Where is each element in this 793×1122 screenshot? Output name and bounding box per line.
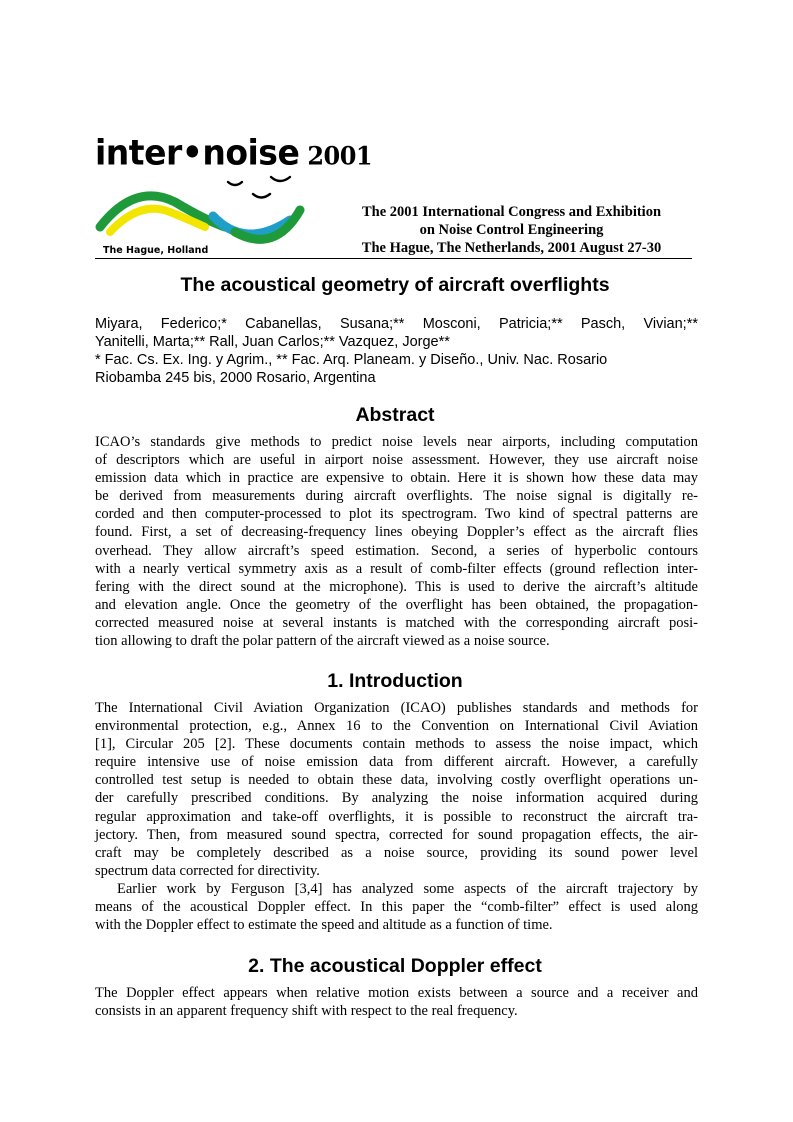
conference-logo — [95, 130, 373, 260]
introduction-line: [1], Circular 205 [2]. These documents contain methods to assess the noise impact, which — [95, 736, 698, 753]
introduction-line: craft may be completely described as a noise source, providing its sound power level — [95, 844, 698, 861]
congress-line: on Noise Control Engineering — [419, 222, 604, 238]
abstract-line: found. First, a set of decreasing-frequency lines obeying Doppler’s effect as the aircraft flies — [95, 524, 698, 541]
abstract-body — [95, 433, 698, 650]
doppler-heading: 2. The acoustical Doppler effect — [248, 955, 542, 977]
abstract-line: tion allowing to draft the polar pattern of the aircraft viewed as a noise source. — [95, 633, 550, 650]
abstract-line: and elevation angle. Once the geometry of the overflight has been obtained, the propagation- — [95, 596, 698, 613]
introduction-line: means of the acoustical Doppler effect. In this paper the “comb-filter” effect is used along — [95, 899, 698, 916]
authors-line: Miyara, Federico;* Cabanellas, Susana;** Mosconi, Patricia;** Pasch, Vivian;** — [95, 316, 698, 332]
introduction-line: controlled test setup is needed to obtain these data, involving costly overflight operations un- — [95, 772, 698, 789]
abstract-line: corded and then computer-processed to plot its spectrogram. Two kind of spectral patterns are — [95, 506, 698, 523]
doppler-body — [95, 984, 698, 1020]
logo-wave-art-icon — [95, 172, 335, 252]
header-divider — [95, 258, 692, 259]
logo-green-arc-right — [235, 210, 300, 239]
logo-smile-left — [228, 182, 242, 185]
logo-title-text: inter•noise — [95, 132, 300, 173]
abstract-line: be derived from measurements during aircraft overflights. The noise signal is digitally re- — [95, 488, 698, 505]
logo-year: 2001 — [307, 140, 373, 171]
introduction-line: regular approximation and take-off overflights, it is possible to reconstruct the aircraft tra- — [95, 808, 698, 825]
introduction-line: jectory. Then, from measured sound spectra, corrected for sound propagation effects, the air- — [95, 826, 698, 843]
authors-line: Yanitelli, Marta;** Rall, Juan Carlos;** Vazquez, Jorge** — [95, 334, 450, 350]
congress-line: The 2001 International Congress and Exhibition — [361, 204, 662, 220]
abstract-line: of descriptors which are useful in airport noise assessment. However, they use aircraft noise — [95, 452, 698, 469]
address-line: Riobamba 245 bis, 2000 Rosario, Argentina — [95, 370, 376, 386]
introduction-body — [95, 699, 698, 934]
authors-block — [95, 315, 698, 387]
logo-caption: The Hague, Holland — [103, 245, 209, 256]
introduction-line: spectrum data corrected for directivity. — [95, 862, 320, 879]
introduction-heading: 1. Introduction — [327, 670, 463, 692]
congress-line: The Hague, The Netherlands, 2001 August 27-30 — [361, 240, 662, 256]
abstract-line: fering with the direct sound at the microphone). This is used to derive the aircraft’s altitude — [95, 578, 698, 595]
logo-smile-right — [271, 177, 290, 181]
introduction-line: with the Doppler effect to estimate the speed and altitude as a function of time. — [95, 917, 553, 934]
abstract-line: emission data which in practice are expensive to obtain. Here it is shown how these data may — [95, 470, 698, 487]
introduction-line: environmental protection, e.g., Annex 16 to the Convention on International Civil Aviation — [95, 718, 698, 735]
introduction-line: require intensive use of noise emission data from different aircraft. However, a carefully — [95, 754, 698, 771]
logo-smile-center — [253, 194, 270, 198]
logo-title — [95, 132, 372, 173]
abstract-line: with a nearly vertical symmetry axis as a result of comb-filter effects (ground reflection inter- — [95, 560, 698, 577]
introduction-line: Earlier work by Ferguson [3,4] has analyzed some aspects of the aircraft trajectory by — [117, 880, 698, 897]
introduction-line: der carefully prescribed conditions. By analyzing the noise information acquired during — [95, 790, 698, 807]
abstract-line: corrected measured noise at several instants is matched with the corresponding aircraft posi- — [95, 614, 698, 631]
abstract-line: overhead. They allow aircraft’s speed estimation. Second, a series of hyperbolic contours — [95, 542, 698, 559]
abstract-line: ICAO’s standards give methods to predict noise levels near airports, including computation — [95, 434, 698, 450]
doppler-line: consists in an apparent frequency shift with respect to the real frequency. — [95, 1003, 518, 1020]
abstract-heading: Abstract — [355, 404, 435, 426]
paper-title: The acoustical geometry of aircraft overflights — [180, 274, 610, 296]
doppler-line: The Doppler effect appears when relative motion exists between a source and a receiver and — [95, 985, 698, 1001]
congress-info — [328, 203, 695, 257]
introduction-line: The International Civil Aviation Organization (ICAO) publishes standards and methods for — [95, 700, 698, 716]
affiliation-line: * Fac. Cs. Ex. Ing. y Agrim., ** Fac. Arq. Planeam. y Diseño., Univ. Nac. Rosario — [95, 352, 608, 368]
